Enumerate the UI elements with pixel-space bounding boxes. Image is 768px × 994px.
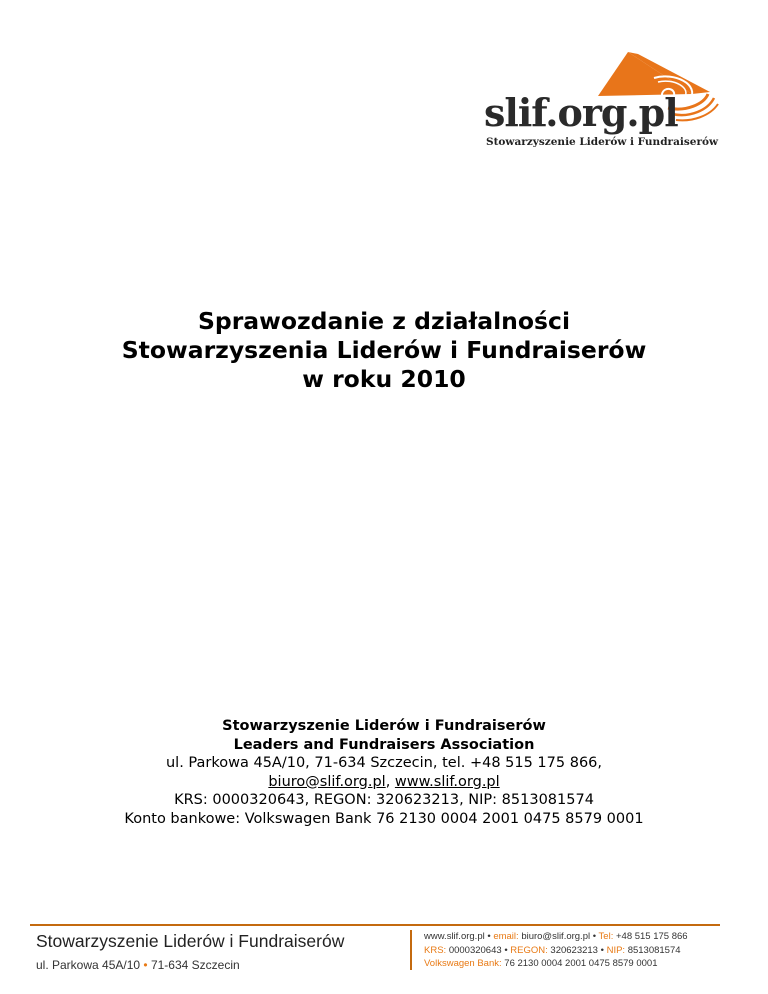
bullet: • bbox=[487, 931, 491, 942]
title-line-2: Stowarzyszenia Liderów i Fundraiserów bbox=[121, 336, 647, 364]
title-line-1: Sprawozdanie z działalności bbox=[197, 307, 571, 335]
bullet: • bbox=[600, 944, 604, 956]
org-registry: KRS: 0000320643, REGON: 320623213, NIP: 8513081574 bbox=[174, 792, 594, 808]
footer-city: 71-634 Szczecin bbox=[150, 958, 240, 972]
footer-org-name: Stowarzyszenie Liderów i Fundraiserów bbox=[36, 931, 345, 951]
footer-divider bbox=[30, 924, 720, 926]
footer-vertical-separator bbox=[410, 930, 412, 970]
footer-tel-label: Tel: bbox=[598, 931, 614, 942]
footer-web: www.slif.org.pl bbox=[424, 931, 485, 942]
website-link[interactable]: www.slif.org.pl bbox=[394, 773, 500, 790]
bullet: • bbox=[592, 931, 597, 942]
footer-street: ul. Parkowa 45A/10 bbox=[36, 958, 141, 972]
link-separator: , bbox=[385, 773, 391, 790]
footer-bank: 76 2130 0004 2001 0475 8579 0001 bbox=[504, 958, 658, 969]
footer-bank-label: Volkswagen Bank: bbox=[424, 958, 502, 969]
footer-bank-line bbox=[424, 957, 688, 971]
footer-registry-line bbox=[424, 944, 688, 958]
org-contact-links bbox=[0, 773, 768, 792]
footer-nip-label: NIP: bbox=[606, 944, 626, 956]
footer-regon: 320623213 bbox=[550, 944, 598, 956]
logo bbox=[478, 50, 728, 150]
footer-nip: 8513081574 bbox=[627, 944, 681, 956]
email-link[interactable]: biuro@slif.org.pl bbox=[268, 773, 386, 790]
footer-krs: 0000320643 bbox=[448, 944, 502, 956]
title-line-3: w roku 2010 bbox=[302, 365, 466, 393]
footer-right bbox=[424, 930, 688, 971]
footer-address bbox=[36, 956, 344, 974]
bullet: • bbox=[504, 944, 508, 956]
footer-left bbox=[36, 929, 344, 974]
logo-subtitle: Stowarzyszenie Liderów i Fundraiserów bbox=[486, 136, 719, 148]
org-address: ul. Parkowa 45A/10, 71-634 Szczecin, tel. +48 515 175 866, bbox=[165, 755, 603, 771]
bullet: • bbox=[143, 958, 148, 972]
footer-email-label: email: bbox=[493, 931, 519, 942]
footer-tel: +48 515 175 866 bbox=[615, 931, 688, 942]
document-title bbox=[0, 307, 768, 394]
footer-regon-label: REGON: bbox=[510, 944, 548, 956]
logo-text: slif.org.pl bbox=[484, 90, 678, 135]
org-name-en: Leaders and Fundraisers Association bbox=[233, 736, 535, 753]
org-name-pl: Stowarzyszenie Liderów i Fundraiserów bbox=[222, 718, 546, 734]
footer-krs-label: KRS: bbox=[424, 944, 447, 956]
organization-details bbox=[0, 717, 768, 828]
footer-contact-line bbox=[424, 930, 688, 944]
org-bank-account: Konto bankowe: Volkswagen Bank 76 2130 0004 2001 0475 8579 0001 bbox=[124, 810, 644, 827]
footer-email: biuro@slif.org.pl bbox=[521, 931, 591, 942]
